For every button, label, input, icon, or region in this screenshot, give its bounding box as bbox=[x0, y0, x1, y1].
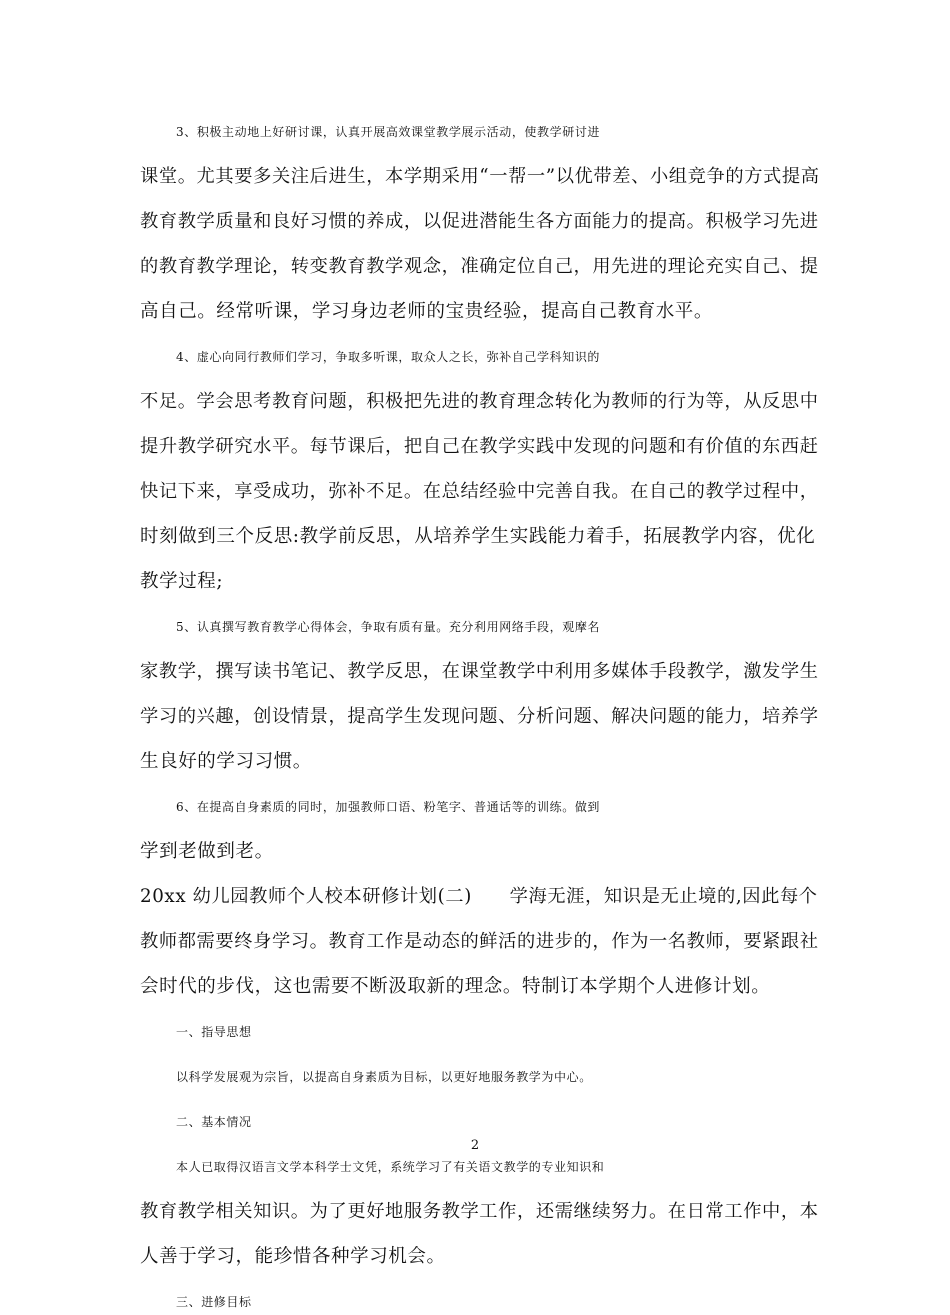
text-line: 家教学，撰写读书笔记、教学反思，在课堂教学中利用多媒体手段教学，激发学生 bbox=[140, 661, 819, 682]
text-line: 人善于学习，能珍惜各种学习机会。 bbox=[140, 1246, 446, 1267]
text-line: 以科学发展观为宗旨，以提高自身素质为目标，以更好地服务教学为中心。 bbox=[176, 1070, 592, 1084]
text-line: 教育教学质量和良好习惯的养成，以促进潜能生各方面能力的提高。积极学习先进 bbox=[140, 211, 819, 232]
text-line: 不足。学会思考教育问题，积极把先进的教育理念转化为教师的行为等，从反思中 bbox=[140, 391, 819, 412]
text-line: 生良好的学习习惯。 bbox=[140, 751, 312, 772]
text-line: 快记下来，享受成功，弥补不足。在总结经验中完善自我。在自己的教学过程中， bbox=[140, 481, 819, 502]
section-heading: 二、基本情况 bbox=[176, 1115, 252, 1129]
text-line: 4、虚心向同行教师们学习，争取多听课，取众人之长，弥补自己学科知识的 bbox=[176, 350, 601, 364]
section-heading: 一、指导思想 bbox=[176, 1025, 252, 1039]
text-line: 提升教学研究水平。每节课后，把自己在教学实践中发现的问题和有价值的东西赶 bbox=[140, 436, 819, 457]
text-line: 学习的兴趣，创设情景，提高学生发现问题、分析问题、解决问题的能力，培养学 bbox=[140, 706, 819, 727]
text-line: 会时代的步伐，这也需要不断汲取新的理念。特制订本学期个人进修计划。 bbox=[140, 976, 771, 997]
text-line: 教师都需要终身学习。教育工作是动态的鲜活的进步的，作为一名教师，要紧跟社 bbox=[140, 931, 819, 952]
text-line: 教学过程; bbox=[140, 571, 224, 592]
section-heading: 三、进修目标 bbox=[176, 1295, 252, 1309]
text-line: 时刻做到三个反思:教学前反思，从培养学生实践能力着手，拓展教学内容，优化 bbox=[140, 526, 816, 547]
text-line: 20xx 幼儿园教师个人校本研修计划(二) 学海无涯，知识是无止境的,因此每个 bbox=[140, 886, 818, 907]
page-number: 2 bbox=[470, 1138, 480, 1153]
text-line: 6、在提高自身素质的同时，加强教师口语、粉笔字、普通话等的训练。做到 bbox=[176, 800, 601, 814]
text-line: 的教育教学理论，转变教育教学观念，准确定位自己，用先进的理论充实自己、提 bbox=[140, 256, 819, 277]
text-line: 课堂。尤其要多关注后进生，本学期采用“一帮一”以优带差、小组竞争的方式提高 bbox=[140, 166, 820, 187]
text-line: 学到老做到老。 bbox=[140, 841, 274, 862]
text-line: 5、认真撰写教育教学心得体会，争取有质有量。充分利用网络手段，观摩名 bbox=[176, 620, 601, 634]
text-line: 高自己。经常听课，学习身边老师的宝贵经验，提高自己教育水平。 bbox=[140, 301, 714, 322]
text-line: 3、积极主动地上好研讨课，认真开展高效课堂教学展示活动，使教学研讨进 bbox=[176, 125, 601, 139]
text-line: 本人已取得汉语言文学本科学士文凭，系统学习了有关语文教学的专业知识和 bbox=[176, 1160, 605, 1174]
text-line: 教育教学相关知识。为了更好地服务教学工作，还需继续努力。在日常工作中，本 bbox=[140, 1201, 819, 1222]
